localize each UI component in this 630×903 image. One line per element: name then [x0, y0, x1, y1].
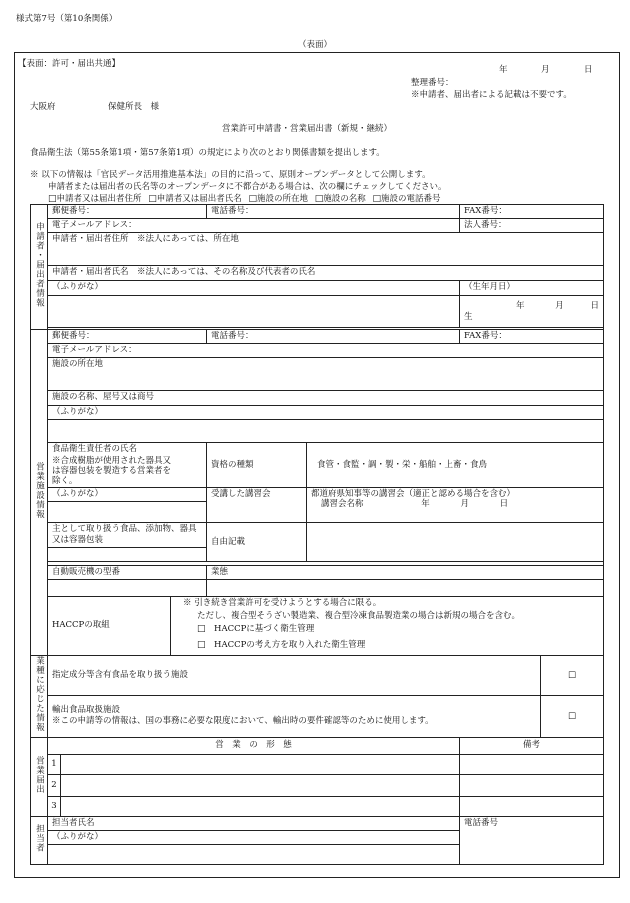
- business-type-label: 業態: [207, 566, 604, 580]
- designated-ingredient-checkbox[interactable]: □: [541, 655, 604, 695]
- notification-form-field[interactable]: [61, 754, 460, 774]
- opendata-option[interactable]: □施設の所在地: [248, 194, 308, 204]
- section-title: 【表面：許可・届出共通】: [18, 59, 121, 69]
- free-entry-field[interactable]: [307, 523, 604, 562]
- industry-section-label: 業種に応じた情報: [31, 655, 48, 737]
- applicant-address-field[interactable]: 申請者・届出者住所 ※法人にあっては、所在地: [48, 233, 604, 266]
- business-type-field[interactable]: [207, 580, 604, 597]
- opendata-options: [48, 192, 440, 204]
- applicant-name-field[interactable]: [48, 296, 460, 328]
- manager-furigana-field[interactable]: （ふりがな）: [48, 488, 207, 502]
- contact-section-label: 担当者: [31, 816, 48, 864]
- dob-year-unit: 年: [516, 300, 525, 311]
- main-food-label: 主として取り扱う食品、添加物、器具又は容器包装: [48, 523, 207, 548]
- haccp-option-1[interactable]: □ HACCPに基づく衛生管理: [171, 623, 604, 639]
- facility-location-field[interactable]: 施設の所在地: [48, 358, 604, 391]
- notification-row-number: 1: [48, 754, 61, 774]
- facility-section-label: 営業施設情報: [31, 330, 48, 656]
- qualification-options[interactable]: 食管・食監・調・製・栄・船舶・上畜・食鳥: [307, 443, 604, 488]
- opendata-option[interactable]: □施設の名称: [314, 194, 366, 204]
- intro-text: 食品衛生法（第55条第1項・第57条第1項）の規定により次のとおり関係書類を提出します。: [30, 148, 385, 158]
- document-title: 営業許可申請書・営業届出書（新規・継続）: [222, 124, 393, 134]
- facility-name-field[interactable]: [48, 420, 604, 443]
- date-day: 日: [584, 65, 593, 75]
- applicant-email-field[interactable]: 電子メールアドレス：: [48, 219, 460, 233]
- manager-name-label: 食品衛生責任者の氏名 ※合成樹脂が使用された器具又は容器包装を製造する営業者を除く。: [48, 443, 207, 488]
- opendata-line2: 申請者または届出者の氏名等のオープンデータに不都合がある場合は、次の欄にチェックしてください。: [48, 182, 447, 192]
- addressee: 保健所長 様: [108, 102, 160, 112]
- course-month-unit: 月: [460, 499, 469, 509]
- applicant-section-label: 申請者・届出者情報: [31, 205, 48, 330]
- vending-field[interactable]: [48, 580, 207, 597]
- course-detail-field[interactable]: 都道府県知事等の講習会（適正と認める場合を含む） 講習会名称 年 月 日: [307, 488, 604, 523]
- opendata-option[interactable]: □申請者又は届出者住所: [48, 194, 142, 204]
- course-label: 受講した講習会: [207, 488, 307, 523]
- notification-remarks-field[interactable]: [460, 774, 604, 796]
- designated-ingredient-label: 指定成分等含有食品を取り扱う施設: [48, 655, 541, 695]
- vending-label: 自動販売機の型番: [48, 566, 207, 580]
- notification-remarks-field[interactable]: [460, 796, 604, 816]
- facility-phone-field[interactable]: 電話番号：: [207, 330, 460, 344]
- date-month: 月: [541, 65, 550, 75]
- opendata-option[interactable]: □申請者又は届出者氏名: [148, 194, 242, 204]
- applicant-fax-field[interactable]: FAX番号：: [460, 205, 604, 219]
- free-entry-label: 自由記載: [207, 523, 307, 562]
- haccp-note2: ただし、複合型そうざい製造業、複合型冷凍食品製造業の場合は新規の場合を含む。: [171, 610, 604, 623]
- prefecture: 大阪府: [30, 102, 56, 112]
- notification-form-field[interactable]: [61, 774, 460, 796]
- applicant-furigana-field[interactable]: （ふりがな）: [48, 281, 460, 296]
- main-food-field[interactable]: [48, 548, 207, 562]
- haccp-option-2[interactable]: □ HACCPの考え方を取り入れた衛生管理: [171, 639, 604, 655]
- contact-furigana-field[interactable]: （ふりがな）: [48, 830, 460, 844]
- manager-name-field[interactable]: [48, 502, 207, 523]
- facility-postal-field[interactable]: 郵便番号：: [48, 330, 207, 344]
- notification-row-number: 2: [48, 774, 61, 796]
- applicant-dob-label: （生年月日）: [460, 281, 604, 296]
- ref-note: ※申請者、届出者による記載は不要です。: [411, 90, 572, 100]
- notification-section-label: 営業届出: [31, 737, 48, 816]
- opendata-line1: ※ 以下の情報は「官民データ活用推進基本法」の目的に沿って、原則オープンデータとして公開します。: [30, 170, 431, 180]
- dob-month-unit: 月: [555, 300, 564, 311]
- facility-furigana-field[interactable]: （ふりがな）: [48, 406, 604, 420]
- manager-note: ※合成樹脂が使用された器具又は容器包装を製造する営業者を除く。: [52, 456, 172, 486]
- application-form-table: [30, 204, 604, 865]
- course-day-unit: 日: [499, 499, 509, 509]
- facility-fax-field[interactable]: FAX番号：: [460, 330, 604, 344]
- applicant-phone-field[interactable]: 電話番号：: [207, 205, 460, 219]
- business-form-header: 営 業 の 形 態: [48, 737, 460, 754]
- haccp-label: HACCPの取組: [48, 597, 171, 656]
- form-number: 様式第7号（第10条関係）: [16, 14, 118, 24]
- export-facility-checkbox[interactable]: □: [541, 695, 604, 737]
- dob-day-unit: 日生: [464, 300, 599, 322]
- export-note: ※この申請等の情報は、国の事務に必要な限度において、輸出時の要件確認等のために使用します。: [52, 716, 434, 726]
- course-name-label: 講習会名称: [321, 499, 364, 509]
- haccp-note1: ※ 引き続き営業許可を受けようとする場合に限る。: [171, 597, 604, 611]
- course-year-unit: 年: [421, 499, 430, 509]
- facility-email-field[interactable]: 電子メールアドレス：: [48, 344, 604, 358]
- notification-form-field[interactable]: [61, 796, 460, 816]
- notification-row-number: 3: [48, 796, 61, 816]
- applicant-dob-field[interactable]: [460, 296, 604, 328]
- qualification-type-label: 資格の種類: [207, 443, 307, 488]
- contact-phone-field[interactable]: 電話番号: [460, 816, 604, 864]
- notification-remarks-field[interactable]: [460, 754, 604, 774]
- side-label: （表面）: [298, 40, 333, 50]
- ref-number: 整理番号：: [411, 78, 454, 88]
- applicant-postal-field[interactable]: 郵便番号：: [48, 205, 207, 219]
- applicant-name-label: 申請者・届出者氏名 ※法人にあっては、その名称及び代表者の氏名: [48, 266, 604, 281]
- contact-name-field[interactable]: [48, 844, 460, 864]
- date-year: 年: [499, 65, 508, 75]
- facility-name-label: 施設の名称、屋号又は商号: [48, 391, 604, 406]
- export-facility-label: 輸出食品取扱施設 ※この申請等の情報は、国の事務に必要な限度において、輸出時の要件確認等のために使用します。: [48, 695, 541, 737]
- opendata-option[interactable]: □施設の電話番号: [372, 194, 441, 204]
- contact-name-label: 担当者氏名: [48, 816, 460, 830]
- remarks-header: 備考: [460, 737, 604, 754]
- applicant-corp-number-field[interactable]: 法人番号：: [460, 219, 604, 233]
